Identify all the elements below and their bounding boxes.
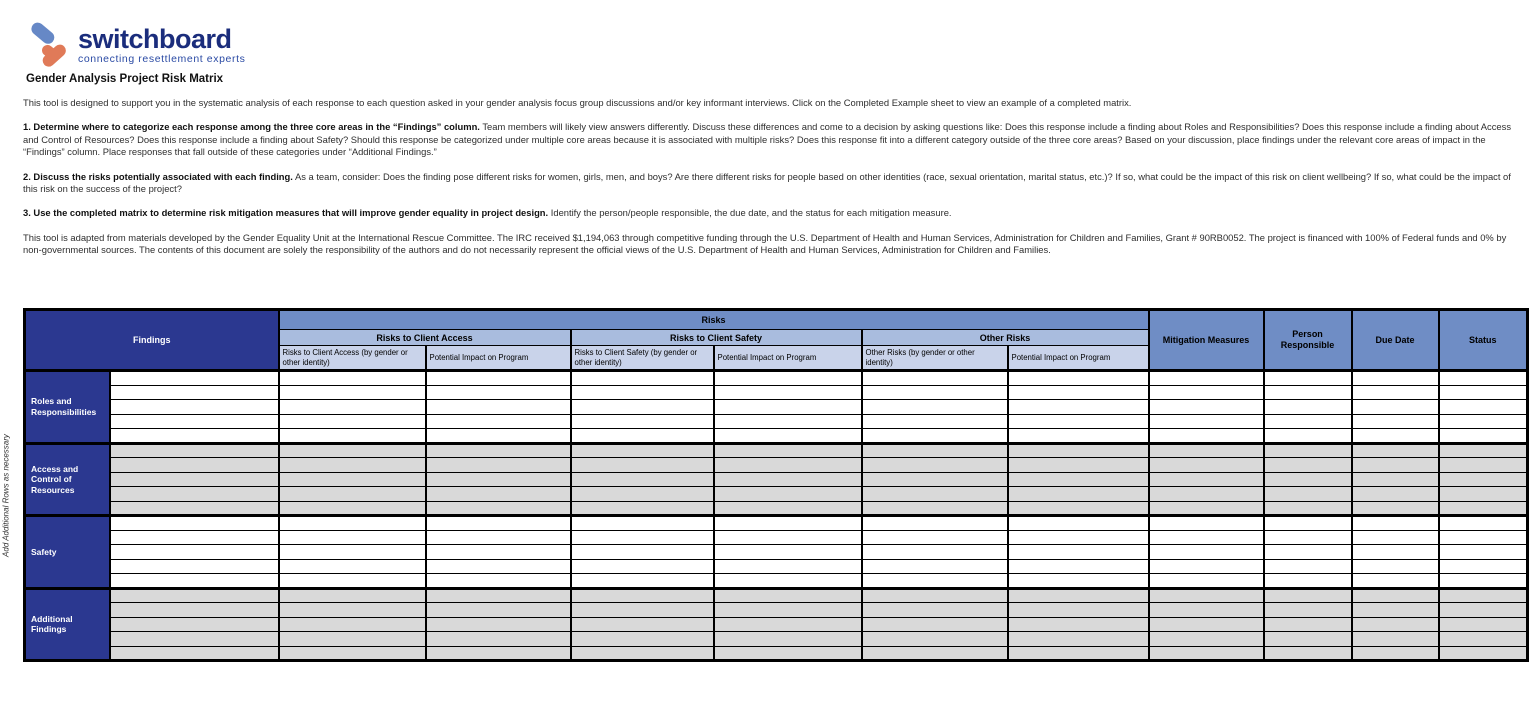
empty-cell[interactable] [1264,501,1352,516]
empty-cell[interactable] [1439,458,1528,473]
empty-cell[interactable] [1264,545,1352,560]
empty-cell[interactable] [426,617,571,632]
empty-cell[interactable] [1264,371,1352,386]
matrix-row [25,530,1528,545]
empty-cell[interactable] [1149,617,1264,632]
empty-cell[interactable] [714,458,862,473]
client-safety-risk-col-header: Risks to Client Safety (by gender or other identity) [571,346,714,371]
empty-cell[interactable] [1352,617,1439,632]
matrix-row [25,458,1528,473]
empty-cell[interactable] [1264,617,1352,632]
empty-cell[interactable] [714,574,862,589]
empty-cell[interactable] [571,632,714,647]
empty-cell[interactable] [1008,603,1149,618]
empty-cell[interactable] [279,588,426,603]
empty-cell[interactable] [426,632,571,647]
funding-disclaimer: This tool is adapted from materials developed by the Gender Equality Unit at the International Rescue Committee. The IRC received $1,194,063 through competitive funding through the U.S. Department of Health and Human Services, Administration for Children and Families, Grant # 90RB0052. The project is financed with 100% of Federal funds and 0% by non-governmental sources. The contents of this document are solely the responsibility of the authors and do not necessarily represent the official views of the U.S. Department of Health and Human Services, Administration for Children and Families. [23,231,1507,256]
matrix-row [25,443,1528,458]
empty-cell[interactable] [714,501,862,516]
empty-cell[interactable] [1352,501,1439,516]
empty-cell[interactable] [1352,646,1439,661]
empty-cell[interactable] [1439,472,1528,487]
logo-name: switchboard [78,24,232,54]
matrix-body [25,371,1528,661]
empty-cell[interactable] [862,530,1008,545]
risks-band-header: Risks [279,310,1149,330]
empty-cell[interactable] [1439,400,1528,415]
empty-cell[interactable] [1439,545,1528,560]
empty-cell[interactable] [426,414,571,429]
matrix-row [25,603,1528,618]
empty-cell[interactable] [279,385,426,400]
empty-cell[interactable] [1149,516,1264,531]
empty-cell[interactable] [110,559,279,574]
empty-cell[interactable] [279,429,426,444]
empty-cell[interactable] [426,559,571,574]
empty-cell[interactable] [571,385,714,400]
empty-cell[interactable] [279,632,426,647]
empty-cell[interactable] [1264,385,1352,400]
empty-cell[interactable] [714,588,862,603]
empty-cell[interactable] [1149,530,1264,545]
empty-cell[interactable] [862,574,1008,589]
step-1 [23,121,1515,158]
empty-cell[interactable] [426,371,571,386]
empty-cell[interactable] [862,603,1008,618]
empty-cell[interactable] [1352,559,1439,574]
matrix-row [25,371,1528,386]
empty-cell[interactable] [1149,458,1264,473]
empty-cell[interactable] [110,458,279,473]
empty-cell[interactable] [110,574,279,589]
empty-cell[interactable] [714,646,862,661]
empty-cell[interactable] [1264,443,1352,458]
empty-cell[interactable] [279,443,426,458]
empty-cell[interactable] [426,501,571,516]
risk-matrix-table [23,308,1529,662]
empty-cell[interactable] [1149,632,1264,647]
empty-cell[interactable] [862,516,1008,531]
empty-cell[interactable] [1352,603,1439,618]
empty-cell[interactable] [279,530,426,545]
empty-cell[interactable] [714,472,862,487]
empty-cell[interactable] [1439,443,1528,458]
step-3-lead: 3. Use the completed matrix to determine risk mitigation measures that will improve gender equality in project design. [23,207,549,219]
matrix-row [25,487,1528,502]
empty-cell[interactable] [1008,559,1149,574]
empty-cell[interactable] [571,530,714,545]
empty-cell[interactable] [1008,371,1149,386]
empty-cell[interactable] [1149,646,1264,661]
empty-cell[interactable] [110,487,279,502]
empty-cell[interactable] [862,545,1008,560]
matrix-row [25,588,1528,603]
empty-cell[interactable] [1439,414,1528,429]
empty-cell[interactable] [110,400,279,415]
empty-cell[interactable] [714,603,862,618]
empty-cell[interactable] [1149,371,1264,386]
empty-cell[interactable] [426,588,571,603]
empty-cell[interactable] [1352,371,1439,386]
empty-cell[interactable] [1149,472,1264,487]
empty-cell[interactable] [426,385,571,400]
empty-cell[interactable] [110,545,279,560]
step-2 [23,171,1515,196]
empty-cell[interactable] [279,501,426,516]
empty-cell[interactable] [279,617,426,632]
empty-cell[interactable] [571,516,714,531]
empty-cell[interactable] [1149,574,1264,589]
empty-cell[interactable] [862,487,1008,502]
empty-cell[interactable] [1439,646,1528,661]
empty-cell[interactable] [862,443,1008,458]
empty-cell[interactable] [1008,487,1149,502]
empty-cell[interactable] [1264,458,1352,473]
client-access-group-header: Risks to Client Access [279,330,571,346]
empty-cell[interactable] [110,443,279,458]
empty-cell[interactable] [1149,443,1264,458]
empty-cell[interactable] [571,371,714,386]
empty-cell[interactable] [714,414,862,429]
empty-cell[interactable] [110,516,279,531]
empty-cell[interactable] [571,458,714,473]
empty-cell[interactable] [714,530,862,545]
empty-cell[interactable] [1352,487,1439,502]
empty-cell[interactable] [1008,588,1149,603]
empty-cell[interactable] [1439,617,1528,632]
empty-cell[interactable] [714,617,862,632]
empty-cell[interactable] [862,472,1008,487]
empty-cell[interactable] [426,574,571,589]
matrix-row [25,472,1528,487]
empty-cell[interactable] [1149,385,1264,400]
empty-cell[interactable] [862,400,1008,415]
empty-cell[interactable] [426,400,571,415]
add-rows-note: Add Additional Rows as necessary [1,434,11,557]
empty-cell[interactable] [571,617,714,632]
empty-cell[interactable] [1008,530,1149,545]
row-group-label: Safety [25,516,110,589]
other-risks-col-header: Other Risks (by gender or other identity) [862,346,1008,371]
empty-cell[interactable] [571,559,714,574]
empty-cell[interactable] [1149,487,1264,502]
empty-cell[interactable] [279,574,426,589]
due-date-header: Due Date [1352,310,1439,371]
empty-cell[interactable] [1439,530,1528,545]
matrix-row [25,501,1528,516]
empty-cell[interactable] [110,617,279,632]
row-group-label: Roles and Responsibilities [25,371,110,444]
empty-cell[interactable] [1264,588,1352,603]
empty-cell[interactable] [1264,429,1352,444]
empty-cell[interactable] [714,429,862,444]
empty-cell[interactable] [279,458,426,473]
empty-cell[interactable] [714,385,862,400]
switchboard-logo-icon [28,22,70,68]
step-3-body: Identify the person/people responsible, the due date, and the status for each mitigation measure. [548,207,952,219]
empty-cell[interactable] [110,603,279,618]
empty-cell[interactable] [1008,385,1149,400]
empty-cell[interactable] [1352,458,1439,473]
empty-cell[interactable] [279,400,426,415]
header-row-1 [25,310,1528,330]
empty-cell[interactable] [1264,632,1352,647]
empty-cell[interactable] [1149,559,1264,574]
empty-cell[interactable] [1008,501,1149,516]
empty-cell[interactable] [1439,574,1528,589]
empty-cell[interactable] [1439,559,1528,574]
empty-cell[interactable] [110,632,279,647]
empty-cell[interactable] [714,487,862,502]
empty-cell[interactable] [862,617,1008,632]
empty-cell[interactable] [714,559,862,574]
empty-cell[interactable] [1439,588,1528,603]
empty-cell[interactable] [1008,400,1149,415]
empty-cell[interactable] [1352,588,1439,603]
empty-cell[interactable] [571,472,714,487]
empty-cell[interactable] [1352,545,1439,560]
matrix-row [25,574,1528,589]
empty-cell[interactable] [110,371,279,386]
empty-cell[interactable] [1008,574,1149,589]
empty-cell[interactable] [1439,501,1528,516]
empty-cell[interactable] [862,501,1008,516]
empty-cell[interactable] [571,443,714,458]
empty-cell[interactable] [1439,429,1528,444]
empty-cell[interactable] [1264,400,1352,415]
empty-cell[interactable] [1264,559,1352,574]
empty-cell[interactable] [279,472,426,487]
empty-cell[interactable] [1439,603,1528,618]
empty-cell[interactable] [1352,414,1439,429]
matrix-row [25,559,1528,574]
empty-cell[interactable] [426,443,571,458]
empty-cell[interactable] [862,588,1008,603]
access-impact-col-header: Potential Impact on Program [426,346,571,371]
row-group-label: Additional Findings [25,588,110,661]
empty-cell[interactable] [571,646,714,661]
step-1-lead: 1. Determine where to categorize each response among the three core areas in the “Findings” column. [23,121,480,133]
empty-cell[interactable] [1352,443,1439,458]
empty-cell[interactable] [1264,603,1352,618]
empty-cell[interactable] [571,501,714,516]
matrix-row [25,646,1528,661]
empty-cell[interactable] [571,545,714,560]
empty-cell[interactable] [110,646,279,661]
empty-cell[interactable] [862,385,1008,400]
empty-cell[interactable] [426,472,571,487]
empty-cell[interactable] [1008,617,1149,632]
matrix-row [25,385,1528,400]
row-group-label: Access and Control of Resources [25,443,110,516]
empty-cell[interactable] [426,429,571,444]
empty-cell[interactable] [426,458,571,473]
empty-cell[interactable] [426,516,571,531]
empty-cell[interactable] [862,559,1008,574]
empty-cell[interactable] [426,646,571,661]
matrix-row [25,400,1528,415]
empty-cell[interactable] [1439,385,1528,400]
empty-cell[interactable] [1008,443,1149,458]
empty-cell[interactable] [1264,414,1352,429]
step-1-body: Team members will likely view answers differently. Discuss these differences and come to a decision by asking questions like: Does this response include a finding about Roles and Responsibilities? Does this response include a finding about Access and Control of Resources? Does this response include a finding about Safety? Should this response be categorized under multiple core areas because it is associated with multiple risks? Does this response fit into a different category outside of the three core areas? Based on your discussion, place findings under the relevant core areas of impact in the “Findings” column. Place responses that fall outside of these categories under “Additional Findings.” [23,121,1512,158]
empty-cell[interactable] [1149,429,1264,444]
logo-wordmark [78,22,245,65]
empty-cell[interactable] [279,516,426,531]
empty-cell[interactable] [1008,516,1149,531]
empty-cell[interactable] [1352,632,1439,647]
empty-cell[interactable] [862,646,1008,661]
status-header: Status [1439,310,1528,371]
empty-cell[interactable] [426,530,571,545]
empty-cell[interactable] [110,588,279,603]
client-access-risk-col-header: Risks to Client Access (by gender or other identity) [279,346,426,371]
empty-cell[interactable] [1439,487,1528,502]
empty-cell[interactable] [1149,603,1264,618]
matrix-row [25,516,1528,531]
empty-cell[interactable] [862,429,1008,444]
empty-cell[interactable] [110,385,279,400]
findings-column-header: Findings [25,310,279,371]
switchboard-logo [28,22,245,68]
safety-impact-col-header: Potential Impact on Program [714,346,862,371]
person-responsible-header: Person Responsible [1264,310,1352,371]
empty-cell[interactable] [571,487,714,502]
empty-cell[interactable] [110,429,279,444]
empty-cell[interactable] [1439,516,1528,531]
empty-cell[interactable] [1149,414,1264,429]
empty-cell[interactable] [1352,429,1439,444]
empty-cell[interactable] [110,501,279,516]
empty-cell[interactable] [862,458,1008,473]
empty-cell[interactable] [1008,472,1149,487]
empty-cell[interactable] [110,530,279,545]
other-risks-group-header: Other Risks [862,330,1149,346]
empty-cell[interactable] [1264,487,1352,502]
empty-cell[interactable] [1149,588,1264,603]
risk-matrix [23,308,1529,662]
empty-cell[interactable] [426,603,571,618]
matrix-row [25,429,1528,444]
empty-cell[interactable] [1352,530,1439,545]
empty-cell[interactable] [279,487,426,502]
empty-cell[interactable] [1149,400,1264,415]
empty-cell[interactable] [1264,472,1352,487]
intro-text: This tool is designed to support you in the systematic analysis of each response to each question asked in your gender analysis focus group discussions and/or key informant interviews. Click on the Completed Example sheet to view an example of a completed matrix. [23,97,1132,108]
empty-cell[interactable] [1439,371,1528,386]
empty-cell[interactable] [110,472,279,487]
empty-cell[interactable] [862,414,1008,429]
empty-cell[interactable] [571,429,714,444]
empty-cell[interactable] [1008,632,1149,647]
empty-cell[interactable] [1352,472,1439,487]
empty-cell[interactable] [1264,574,1352,589]
empty-cell[interactable] [1264,646,1352,661]
empty-cell[interactable] [1149,545,1264,560]
empty-cell[interactable] [1008,429,1149,444]
empty-cell[interactable] [571,603,714,618]
empty-cell[interactable] [279,414,426,429]
empty-cell[interactable] [1352,574,1439,589]
empty-cell[interactable] [1352,385,1439,400]
empty-cell[interactable] [1008,545,1149,560]
matrix-row [25,617,1528,632]
empty-cell[interactable] [279,646,426,661]
other-impact-col-header: Potential Impact on Program [1008,346,1149,371]
logo-tagline: connecting resettlement experts [78,53,246,65]
empty-cell[interactable] [1352,516,1439,531]
empty-cell[interactable] [1008,458,1149,473]
empty-cell[interactable] [279,371,426,386]
matrix-row [25,632,1528,647]
empty-cell[interactable] [862,371,1008,386]
empty-cell[interactable] [714,516,862,531]
step-2-lead: 2. Discuss the risks potentially associated with each finding. [23,170,293,182]
instructions-block [23,97,1515,269]
empty-cell[interactable] [110,414,279,429]
empty-cell[interactable] [1264,530,1352,545]
empty-cell[interactable] [426,487,571,502]
client-safety-group-header: Risks to Client Safety [571,330,862,346]
empty-cell[interactable] [714,400,862,415]
empty-cell[interactable] [862,632,1008,647]
empty-cell[interactable] [279,603,426,618]
empty-cell[interactable] [714,443,862,458]
empty-cell[interactable] [1439,632,1528,647]
empty-cell[interactable] [571,414,714,429]
page-title: Gender Analysis Project Risk Matrix [26,73,224,85]
step-3 [23,207,1515,219]
empty-cell[interactable] [1008,414,1149,429]
empty-cell[interactable] [571,574,714,589]
matrix-row [25,414,1528,429]
empty-cell[interactable] [714,371,862,386]
empty-cell[interactable] [714,545,862,560]
empty-cell[interactable] [1264,516,1352,531]
matrix-row [25,545,1528,560]
step-2-body: As a team, consider: Does the finding pose different risks for women, girls, men, and boys? Are there different risks for people based on other identities (race, sexual orientation, marital status, etc.)? If so, what could be the impact of this risk on client wellbeing? If so, what could be the impact of this risk on the success of the project? [23,170,1511,195]
empty-cell[interactable] [279,559,426,574]
empty-cell[interactable] [1008,646,1149,661]
empty-cell[interactable] [714,632,862,647]
empty-cell[interactable] [426,545,571,560]
empty-cell[interactable] [571,588,714,603]
empty-cell[interactable] [1149,501,1264,516]
empty-cell[interactable] [571,400,714,415]
empty-cell[interactable] [279,545,426,560]
mitigation-measures-header: Mitigation Measures [1149,310,1264,371]
empty-cell[interactable] [1352,400,1439,415]
